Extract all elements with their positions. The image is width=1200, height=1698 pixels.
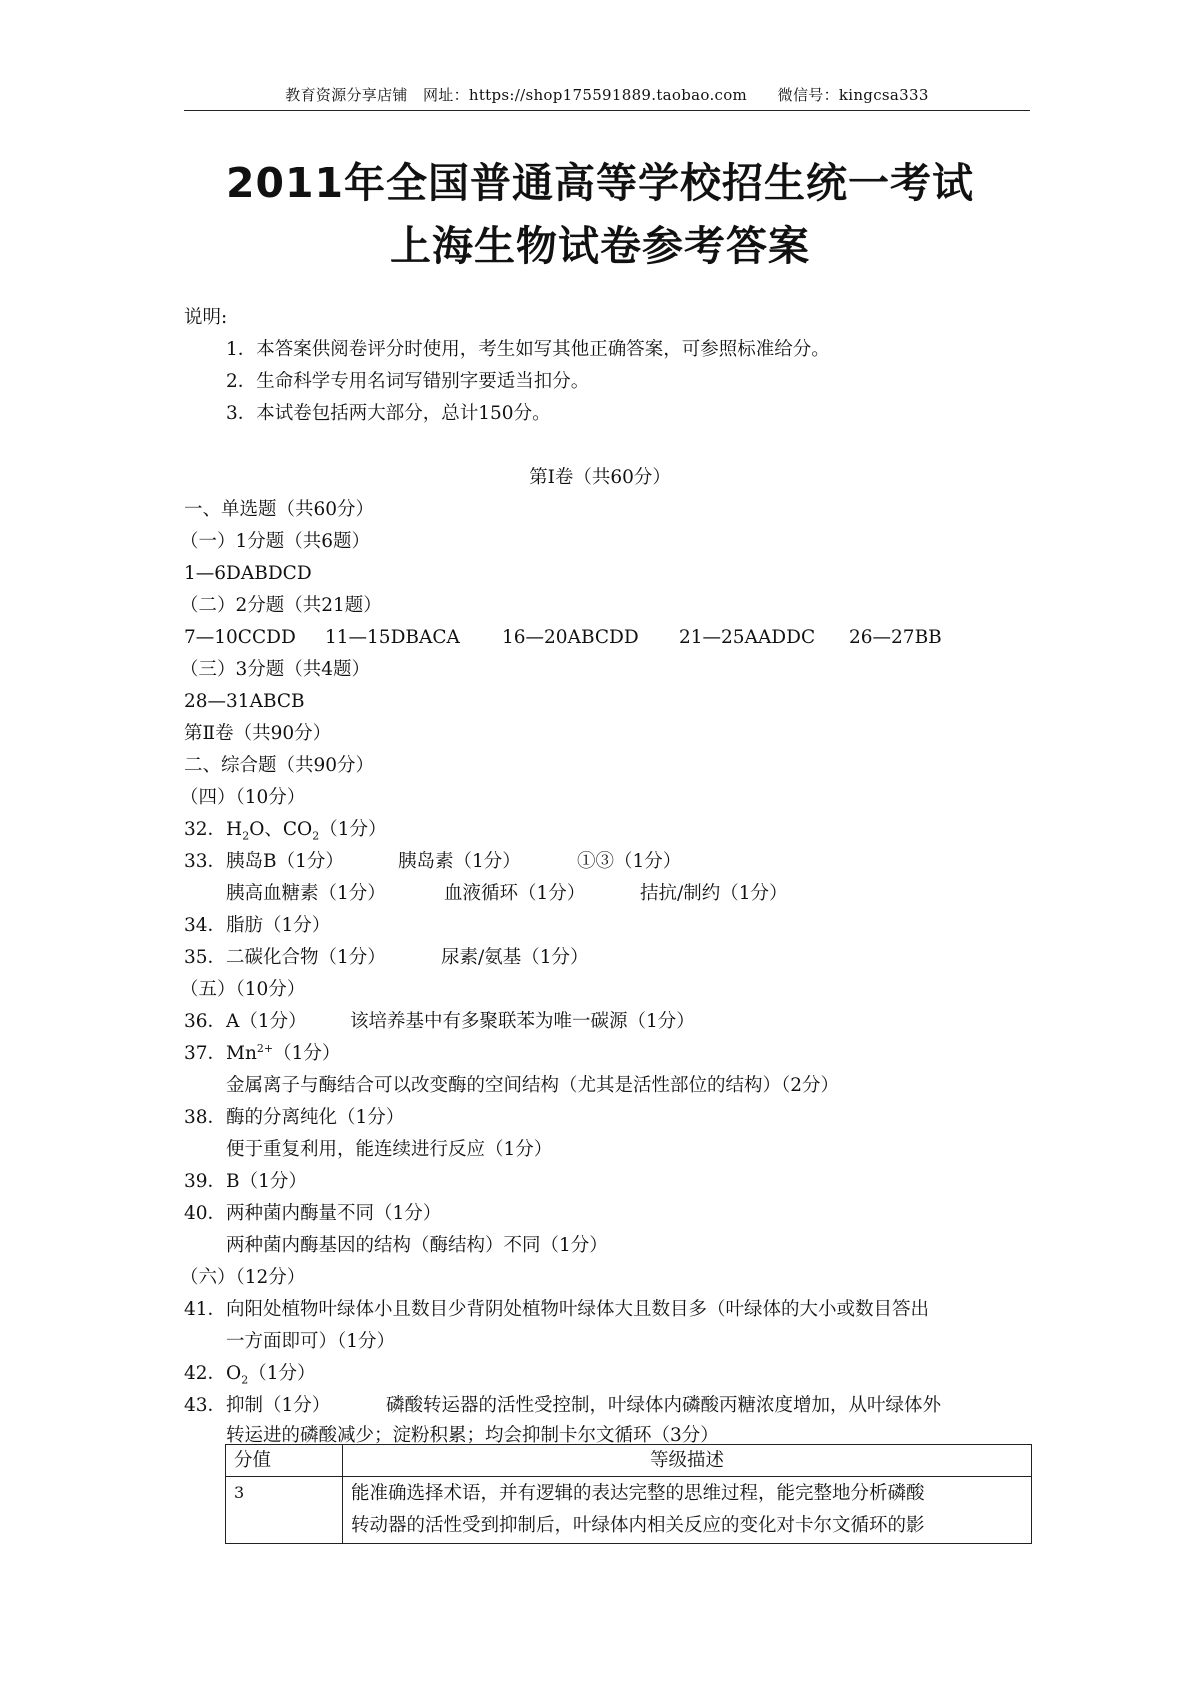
answer-38-part: 便于重复利用，能连续进行反应（1分） [226,1139,553,1160]
answer-33-part: 血液循环（1分） [444,883,586,904]
score-cell: 3 [226,1477,343,1544]
answer-42 [184,1362,316,1386]
answer-39: 39．B（1分） [184,1171,307,1192]
answer-35: 35．二碳化合物（1分） [184,947,386,968]
superscript: 2+ [256,1041,274,1055]
answer-32 [184,818,386,842]
description-line: 转动器的活性受到抑制后，叶绿体内相关反应的变化对卡尔文循环的影 [351,1515,925,1536]
part1-title: 第Ⅰ卷（共60分） [529,467,671,488]
score-text: （1分） [248,1363,316,1384]
answer-43: 43．抑制（1分） [184,1395,331,1416]
answer-36-part: 该培养基中有多聚联苯为唯一碳源（1分） [350,1011,695,1032]
answer-40-part: 两种菌内酶基因的结构（酶结构）不同（1分） [226,1235,608,1256]
notes-heading: 说明: [184,307,228,328]
table-header-row [226,1445,1032,1477]
group-heading: （三）3分题（共4题） [180,659,371,680]
group-heading: （二）2分题（共21题） [180,595,382,616]
answer-item: 11—15DBACA [325,627,460,648]
section-heading: 二、综合题（共90分） [184,755,375,776]
answer-34: 34．脂肪（1分） [184,915,331,936]
answer-33-part: 胰高血糖素（1分） [226,883,386,904]
answer-line: 1—6DABDCD [184,563,312,584]
answer-38: 38．酶的分离纯化（1分） [184,1107,405,1128]
group-heading: （四）（10分） [180,787,306,808]
answer-33-part: 胰岛素（1分） [398,851,521,872]
answer-43-part: 磷酸转运器的活性受控制，叶绿体内磷酸丙糖浓度增加，从叶绿体外 [386,1395,942,1416]
group-heading: （一）1分题（共6题） [180,531,371,552]
grading-table [225,1444,1032,1544]
subscript: 2 [242,829,250,843]
answer-41-part: 一方面即可）（1分） [226,1331,396,1352]
answer-37 [184,1042,340,1066]
answer-35-part: 尿素/氨基（1分） [441,947,589,968]
subscript: 2 [241,1373,249,1387]
part2-title: 第Ⅱ卷（共90分） [184,723,332,744]
subscript: 2 [312,829,320,843]
question-number: 37．Mn [184,1043,257,1064]
answer-33-part: ①③（1分） [577,851,682,872]
section-heading: 一、单选题（共60分） [184,499,375,520]
column-header-score: 分值 [226,1445,343,1477]
answer-40: 40．两种菌内酶量不同（1分） [184,1203,442,1224]
answer-item: 16—20ABCDD [502,627,639,648]
answer-36: 36．A（1分） [184,1011,307,1032]
question-number: 32． [184,819,227,840]
group-heading: （五）（10分） [180,979,306,1000]
group-heading: （六）（12分） [180,1267,306,1288]
answer-item: 21—25AADDC [679,627,816,648]
document-title: 2011年全国普通高等学校招生统一考试 [225,159,975,207]
formula-text: O、CO [249,819,313,840]
answer-item: 26—27BB [849,627,942,648]
note-item: 1．本答案供阅卷评分时使用，考生如写其他正确答案，可参照标准给分。 [226,339,830,360]
answer-33: 33．胰岛B（1分） [184,851,344,872]
note-item: 2．生命科学专用名词写错别字要适当扣分。 [226,371,590,392]
header-divider [184,110,1030,111]
column-header-description: 等级描述 [343,1445,1032,1477]
answer-41: 41．向阳处植物叶绿体小且数目少背阴处植物叶绿体大且数目多（叶绿体的大小或数目答出 [184,1299,930,1320]
answer-43-part: 转运进的磷酸减少；淀粉积累；均会抑制卡尔文循环（3分） [226,1425,719,1446]
formula-text: H [226,819,243,840]
description-line: 能准确选择术语，并有逻辑的表达完整的思维过程，能完整地分析磷酸 [351,1483,925,1504]
note-item: 3．本试卷包括两大部分，总计150分。 [226,403,551,424]
description-cell [343,1477,1032,1544]
answer-line: 28—31ABCB [184,691,305,712]
page-header: 教育资源分享店铺 网址：https://shop175591889.taobao.com 微信号：kingcsa333 [285,86,929,104]
document-subtitle: 上海生物试卷参考答案 [390,222,810,270]
answer-37-part: 金属离子与酶结合可以改变酶的空间结构（尤其是活性部位的结构）（2分） [226,1075,840,1096]
answer-33-part: 拮抗/制约（1分） [640,883,788,904]
score-text: （1分） [273,1043,341,1064]
score-text: （1分） [319,819,387,840]
answer-item: 7—10CCDD [184,627,296,648]
question-number: 42．O [184,1363,242,1384]
table-row [226,1477,1032,1544]
